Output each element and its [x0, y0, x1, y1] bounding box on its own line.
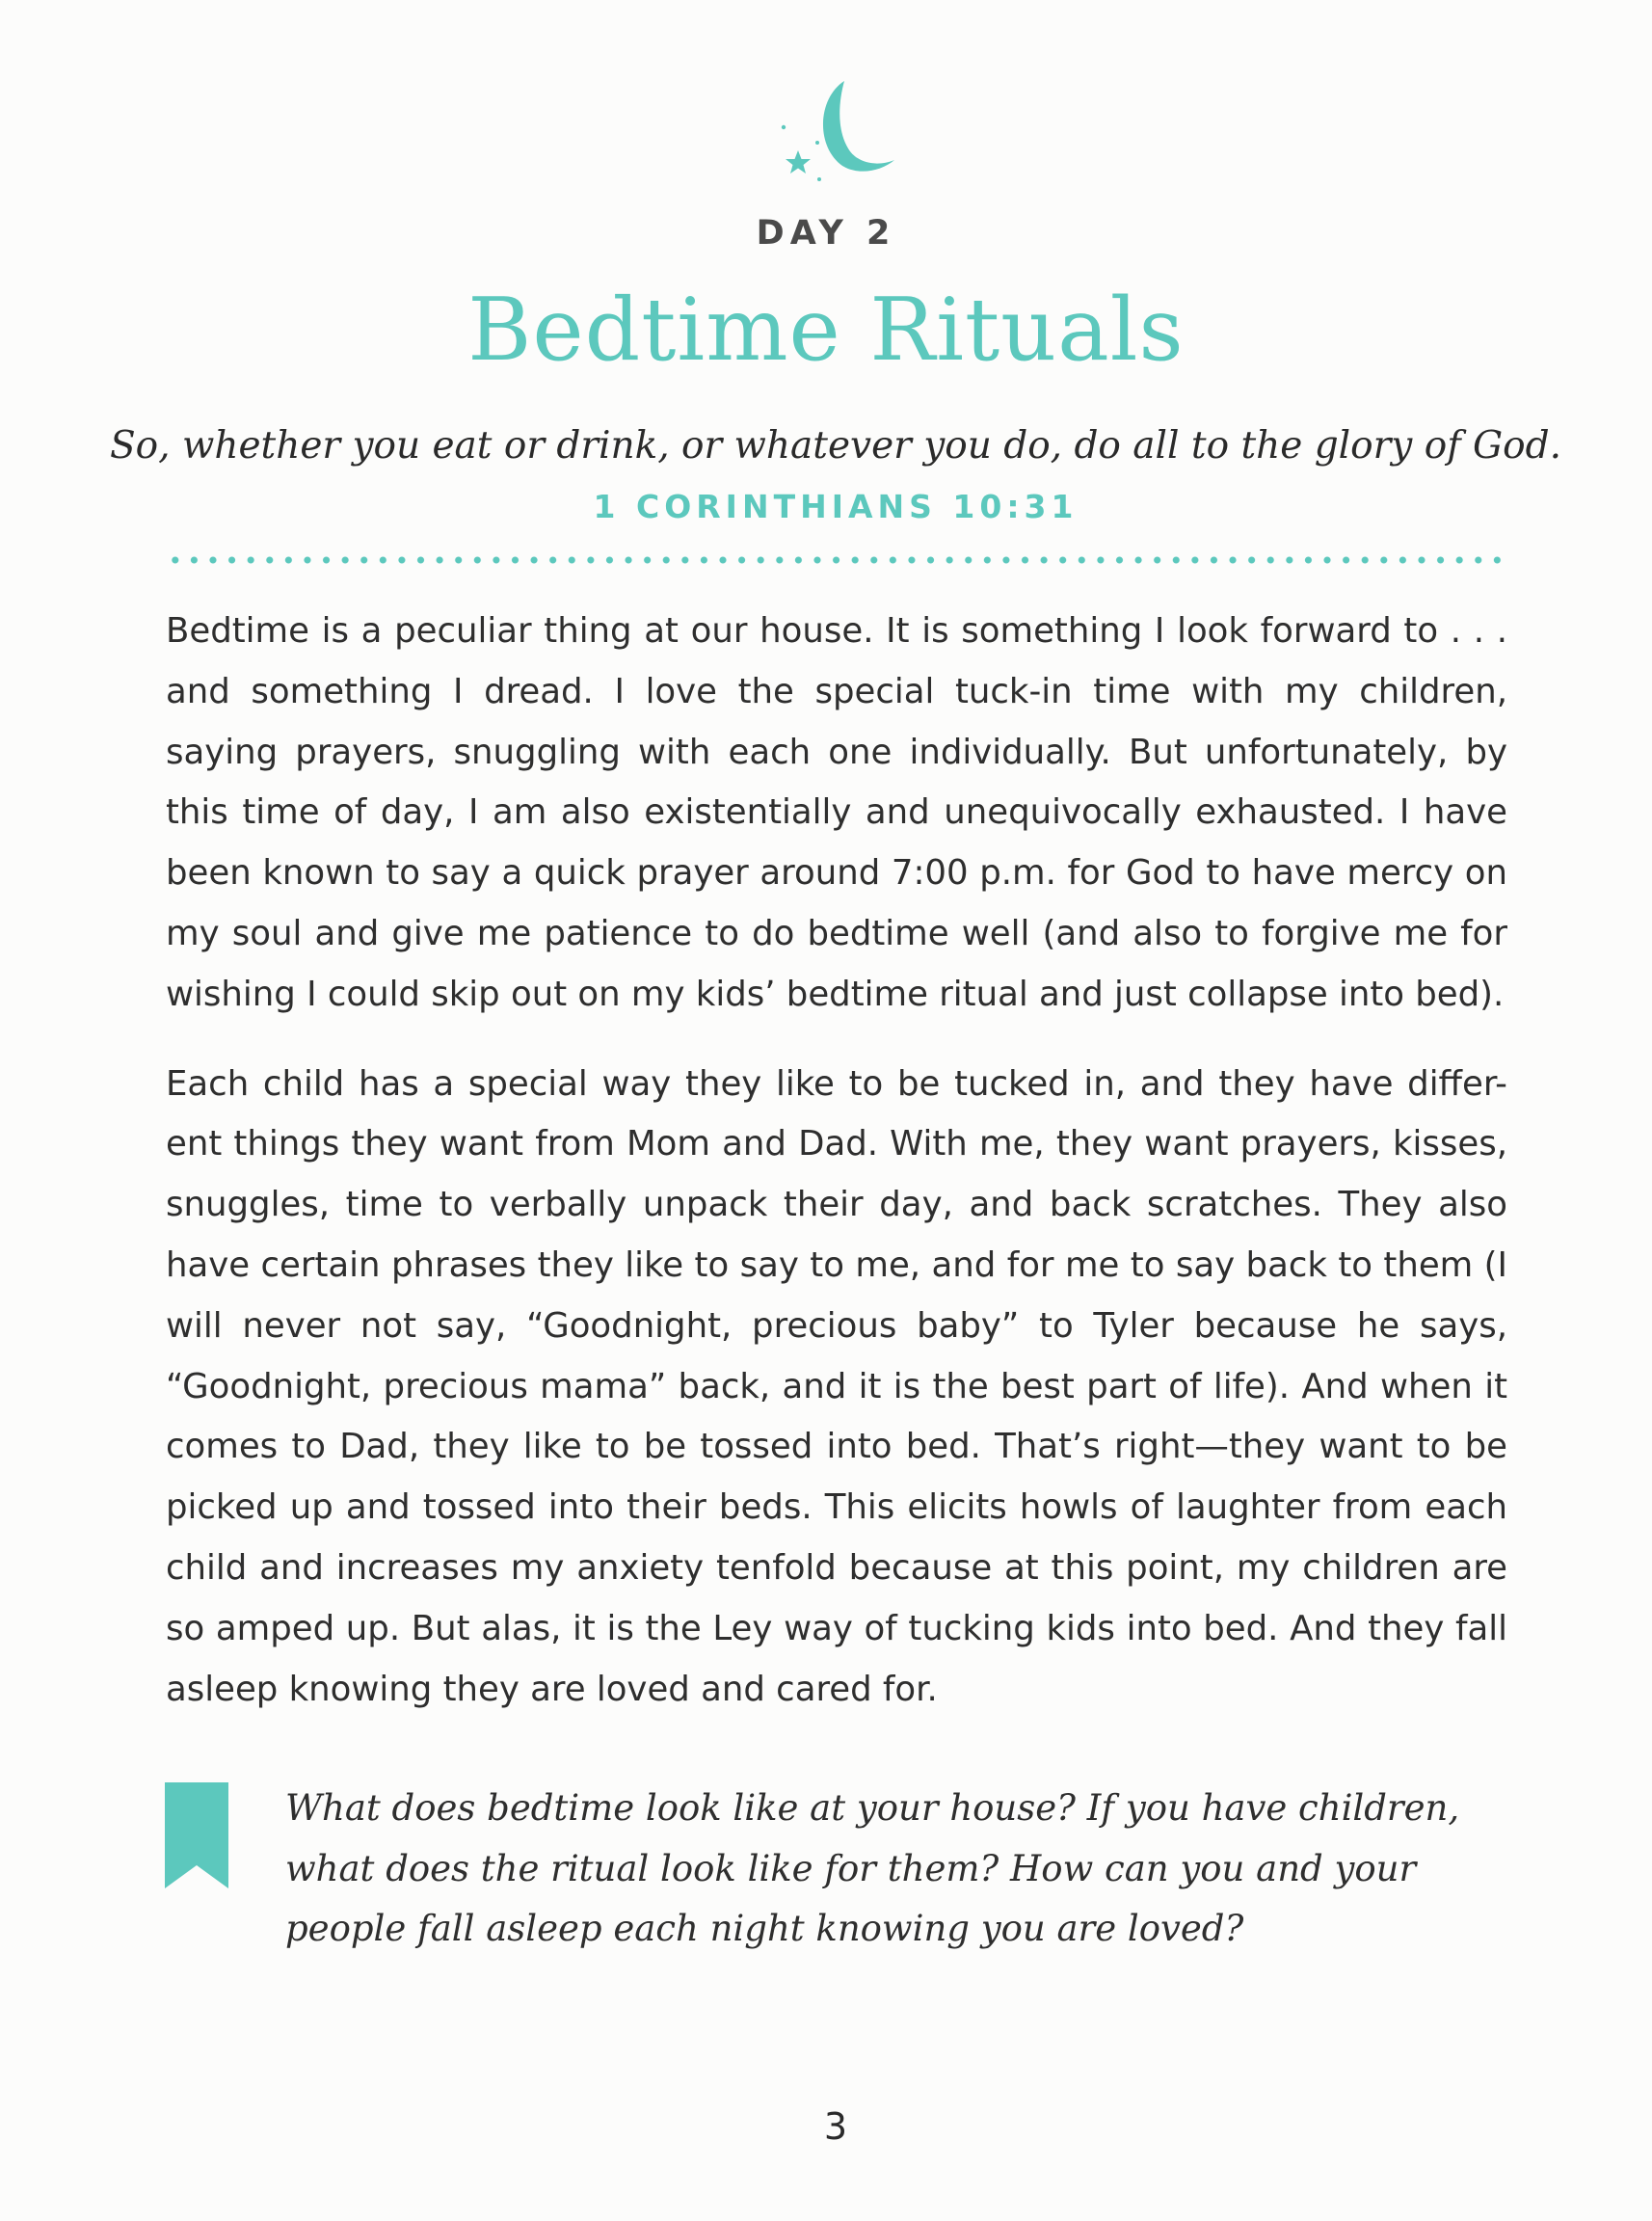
- verse-text: So, whether you eat or drink, or whatever you do, do all to the glory of God.: [109, 424, 1562, 468]
- body-paragraph: Bedtime is a peculiar thing at our house. It is something I look forward to . . . and something I dread. I love the special tuck-in time with my children, saying prayers, snuggling with each one individually. But unfortunately, by this time of day, I am also existentially and unequivocally exhausted. I have been known to say a quick prayer around 7:00 p.m. for God to have mercy on my soul and give me patience to do bedtime well (and also to forgive me for wishing I could skip out on my kids’ bedtime ritual and just collapse into bed).: [166, 611, 1507, 1014]
- body-paragraph: Each child has a special way they like to be tucked in, and they have differ-ent things they want from Mom and Dad. With me, they want prayers, kisses, snuggles, time to verbally unpack their day, and back scratches. They also have certain phrases they like to say to me, and for me to say back to them (I will never not say, “Goodnight, precious baby” to Tyler because he says, “Goodnight, precious mama” back, and it is the best part of life). And when it comes to Dad, they like to be tossed into bed. That’s right—they want to be picked up and tossed into their beds. This elicits howls of laughter from each child and increases my anxiety tenfold because at this point, my children are so amped up. But alas, it is the Ley way of tucking kids into bed. And they fall asleep knowing they are loved and cared for.: [166, 1063, 1507, 1709]
- reflection-prompt: What does bedtime look like at your house? If you have children, what does the ritual look like for them? How can you and your people fall asleep each night knowing you are loved?: [285, 1787, 1460, 1949]
- bookmark-icon: [165, 1782, 228, 1888]
- day-label: DAY 2: [756, 214, 896, 253]
- body-text: [166, 602, 1507, 1749]
- moon-and-star-icon: [775, 71, 900, 187]
- page-number: 3: [823, 2105, 848, 2148]
- dotted-divider: [166, 553, 1507, 567]
- page-title: Bedtime Rituals: [467, 280, 1185, 381]
- verse-reference: 1 CORINTHIANS 10:31: [593, 488, 1079, 525]
